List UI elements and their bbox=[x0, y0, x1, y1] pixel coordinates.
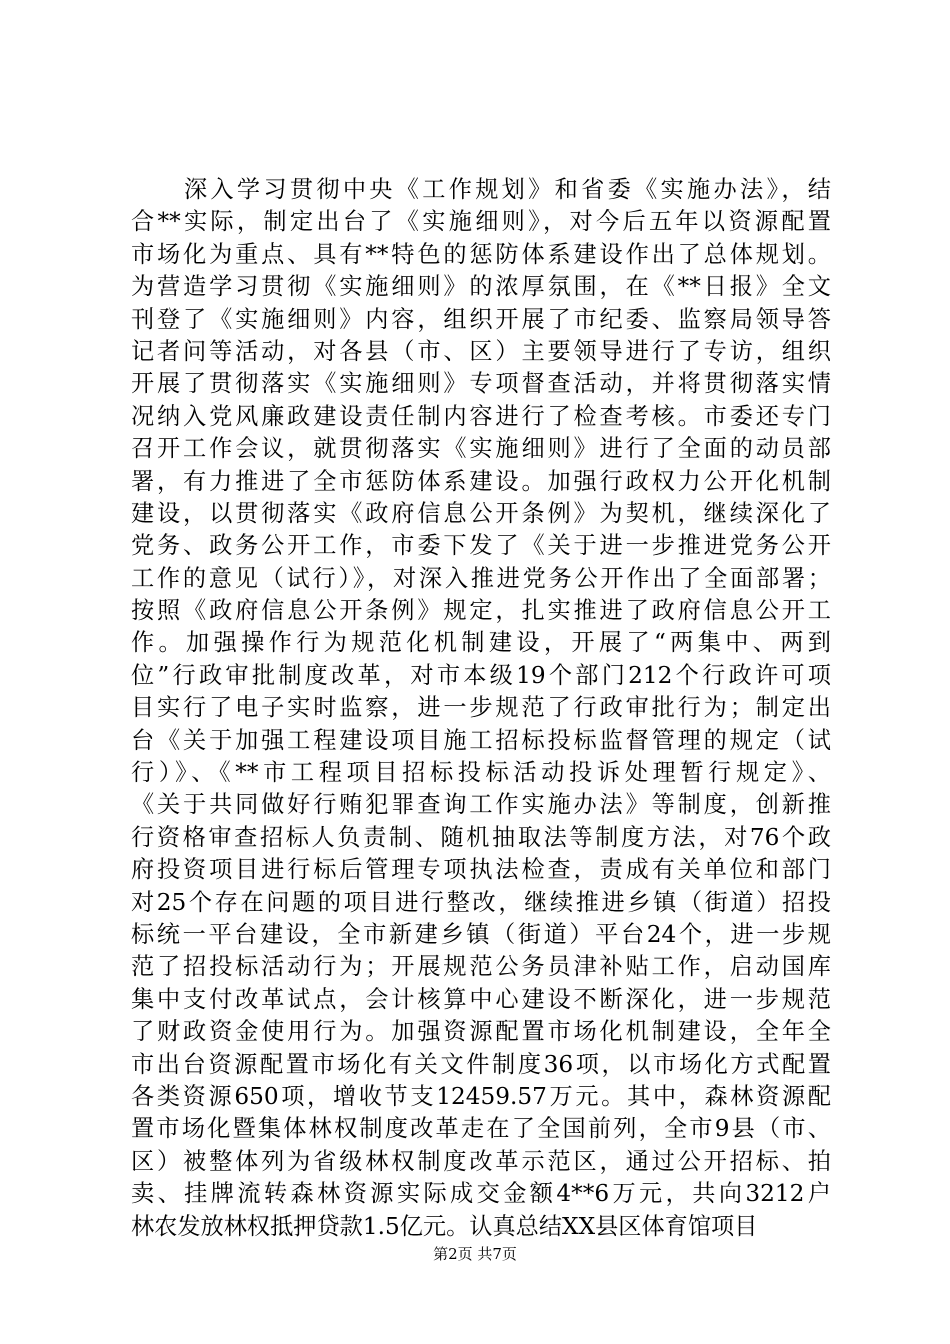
text-line: 行资格审查招标人负责制、随机抽取法等制度方法，对76个政 bbox=[131, 823, 831, 851]
text-line: 集中支付改革试点，会计核算中心建设不断深化，进一步规范 bbox=[131, 985, 831, 1013]
page-number-footer: 第2页 共7页 bbox=[433, 1245, 517, 1263]
text-line: 为营造学习贯彻《实施细则》的浓厚氛围，在《**日报》全文 bbox=[131, 273, 831, 301]
text-line: 记者问等活动，对各县（市、区）主要领导进行了专访，组织 bbox=[131, 337, 831, 365]
text-line: 标统一平台建设，全市新建乡镇（街道）平台24个，进一步规 bbox=[131, 920, 831, 948]
text-line: 范了招投标活动行为；开展规范公务员津补贴工作，启动国库 bbox=[131, 953, 831, 981]
text-line: 合**实际，制定出台了《实施细则》，对今后五年以资源配置 bbox=[131, 208, 831, 236]
text-line: 市场化为重点、具有**特色的惩防体系建设作出了总体规划。 bbox=[131, 240, 831, 268]
text-line: 位”行政审批制度改革，对市本级19个部门212个行政许可项 bbox=[131, 661, 831, 689]
text-line: 卖、挂牌流转森林资源实际成交金额4**6万元，共向3212户 bbox=[131, 1180, 831, 1208]
text-line: 署，有力推进了全市惩防体系建设。加强行政权力公开化机制 bbox=[131, 467, 831, 495]
text-line: 台《关于加强工程建设项目施工招标投标监督管理的规定（试 bbox=[131, 726, 831, 754]
text-line: 按照《政府信息公开条例》规定，扎实推进了政府信息公开工 bbox=[131, 597, 831, 625]
text-line: 建设，以贯彻落实《政府信息公开条例》为契机，继续深化了 bbox=[131, 499, 831, 527]
text-line: 置市场化暨集体林权制度改革走在了全国前列，全市9县（市、 bbox=[131, 1115, 831, 1143]
text-line: 况纳入党风廉政建设责任制内容进行了检查考核。市委还专门 bbox=[131, 402, 831, 430]
text-line: 刊登了《实施细则》内容，组织开展了市纪委、监察局领导答 bbox=[131, 305, 831, 333]
document-body bbox=[131, 174, 831, 1243]
text-line: 市出台资源配置市场化有关文件制度36项，以市场化方式配置 bbox=[131, 1050, 831, 1078]
text-line: 开展了贯彻落实《实施细则》专项督查活动，并将贯彻落实情 bbox=[131, 370, 831, 398]
text-line: 各类资源650项，增收节支12459.57万元。其中，森林资源配 bbox=[131, 1082, 831, 1110]
text-line: 深入学习贯彻中央《工作规划》和省委《实施办法》，结 bbox=[131, 176, 831, 203]
text-line: 召开工作会议，就贯彻落实《实施细则》进行了全面的动员部 bbox=[131, 435, 831, 463]
text-line: 党务、政务公开工作，市委下发了《关于进一步推进党务公开 bbox=[131, 532, 831, 560]
text-line: 作。加强操作行为规范化机制建设，开展了“两集中、两到 bbox=[131, 629, 831, 657]
text-line: 府投资项目进行标后管理专项执法检查，责成有关单位和部门 bbox=[131, 856, 831, 884]
text-line: 了财政资金使用行为。加强资源配置市场化机制建设，全年全 bbox=[131, 1018, 831, 1046]
text-line: 行）》、《**市工程项目招标投标活动投诉处理暂行规定》、 bbox=[131, 759, 831, 787]
text-line: 区）被整体列为省级林权制度改革示范区，通过公开招标、拍 bbox=[131, 1147, 831, 1175]
text-line: 《关于共同做好行贿犯罪查询工作实施办法》等制度，创新推 bbox=[131, 791, 831, 819]
text-line: 林农发放林权抵押贷款1.5亿元。认真总结XX县区体育馆项目 bbox=[131, 1212, 758, 1240]
text-line: 对25个存在问题的项目进行整改，继续推进乡镇（街道）招投 bbox=[131, 888, 831, 916]
text-line: 工作的意见（试行）》，对深入推进党务公开作出了全面部署； bbox=[131, 564, 831, 592]
text-line: 目实行了电子实时监察，进一步规范了行政审批行为；制定出 bbox=[131, 694, 831, 722]
